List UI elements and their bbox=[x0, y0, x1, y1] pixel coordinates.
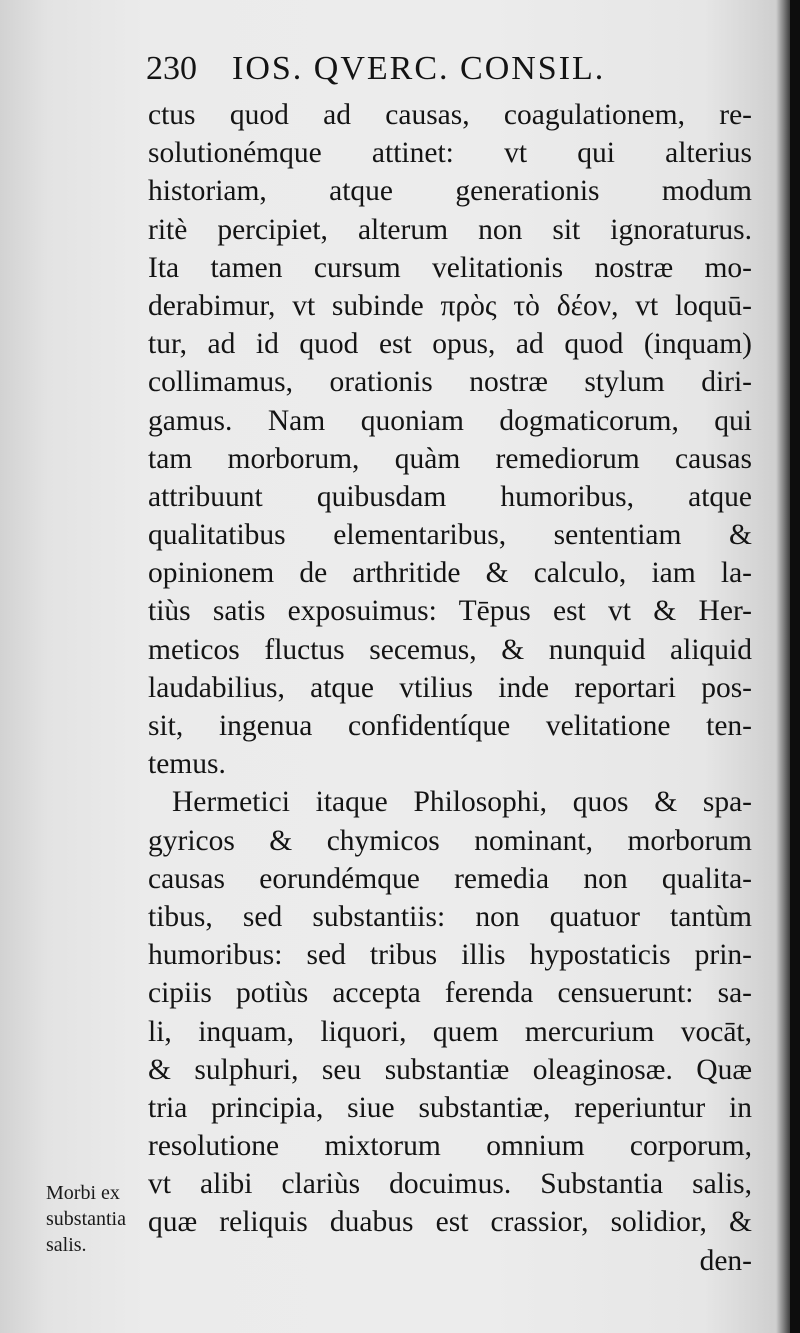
text-line: qualitatibus elementaribus, sententiam & bbox=[148, 519, 752, 552]
marginal-note bbox=[46, 1180, 156, 1258]
text-line: Hermetici itaque Philosophi, quos & spa- bbox=[172, 786, 752, 819]
text-line: tam morborum, quàm remediorum causas bbox=[148, 442, 752, 475]
text-line: li, inquam, liquori, quem mercurium vocāt, bbox=[148, 1015, 752, 1048]
text-line: gyricos & chymicos nominant, morborum bbox=[148, 824, 752, 857]
text-line: ritè percipiet, alterum non sit ignoraturus. bbox=[148, 213, 752, 246]
text-line: meticos fluctus secemus, & nunquid aliquid bbox=[148, 633, 752, 666]
text-line: quæ reliquis duabus est crassior, solidior, & bbox=[148, 1206, 752, 1239]
text-line: attribuunt quibusdam humoribus, atque bbox=[148, 480, 752, 513]
catchword: den- bbox=[699, 1244, 752, 1277]
text-line: sit, ingenua confidentíque velitatione ten- bbox=[148, 710, 752, 742]
marginal-note-line: Morbi ex bbox=[46, 1182, 120, 1204]
text-line: ctus quod ad causas, coagulationem, re- bbox=[148, 99, 752, 131]
running-head-title: IOS. QVERC. CONSIL. bbox=[232, 50, 606, 87]
text-line: cipiis potiùs accepta ferenda censuerunt: sa- bbox=[148, 977, 752, 1010]
text-line: tria principia, siue substantiæ, reperiuntur in bbox=[148, 1091, 752, 1124]
text-line: Ita tamen cursum velitationis nostræ mo- bbox=[148, 251, 752, 284]
text-line: collimamus, orationis nostræ stylum diri- bbox=[148, 366, 752, 399]
text-line: historiam, atque generationis modum bbox=[148, 175, 752, 208]
text-line: humoribus: sed tribus illis hypostaticis prin- bbox=[148, 939, 752, 972]
text-line: tiùs satis exposuimus: Tēpus est vt & Her- bbox=[148, 595, 752, 628]
text-line: tur, ad id quod est opus, ad quod (inquam) bbox=[148, 328, 752, 361]
text-line: laudabilius, atque vtilius inde reportari pos- bbox=[148, 671, 752, 704]
marginal-note-line: substantia bbox=[46, 1208, 126, 1230]
marginal-note-line: salis. bbox=[46, 1234, 87, 1256]
body-text bbox=[148, 96, 752, 1280]
page-edge-shadow bbox=[790, 0, 800, 1333]
text-line: solutionémque attinet: vt qui alterius bbox=[148, 137, 752, 170]
text-line: gamus. Nam quoniam dogmaticorum, qui bbox=[148, 404, 752, 437]
text-line: opinionem de arthritide & calculo, iam la- bbox=[148, 557, 752, 590]
running-head bbox=[146, 44, 756, 94]
text-line: temus. bbox=[148, 748, 226, 781]
text-line: causas eorundémque remedia non qualita- bbox=[148, 862, 752, 895]
text-line: resolutione mixtorum omnium corporum, bbox=[148, 1130, 752, 1163]
text-line: derabimur, vt subinde πρὸς τὸ δέον, vt loquū- bbox=[148, 289, 752, 322]
text-line: & sulphuri, seu substantiæ oleaginosæ. Quæ bbox=[148, 1053, 752, 1086]
text-line: vt alibi clariùs docuimus. Substantia salis, bbox=[148, 1168, 752, 1201]
text-line: tibus, sed substantiis: non quatuor tantùm bbox=[148, 900, 752, 933]
page-number: 230 bbox=[146, 50, 197, 87]
